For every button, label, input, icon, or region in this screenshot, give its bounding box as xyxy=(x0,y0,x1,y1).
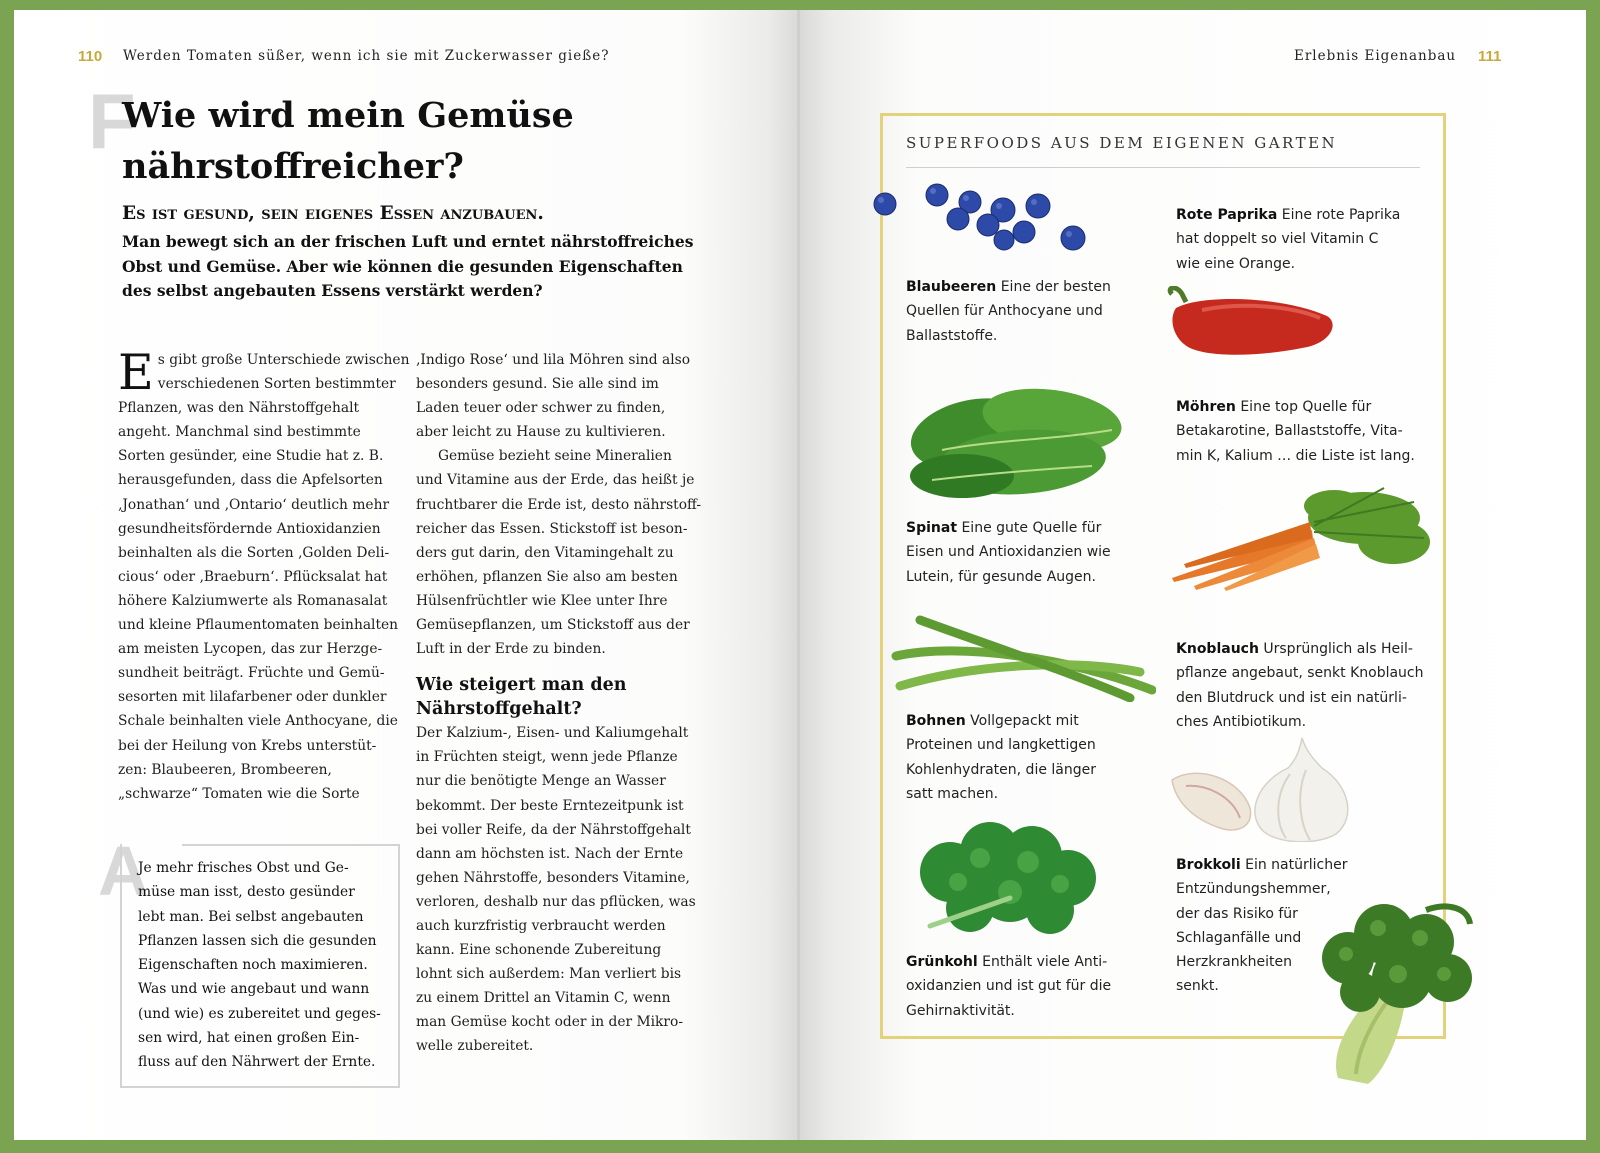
text-line: reicher das Essen. Stickstoff ist beson- xyxy=(416,520,688,537)
text-line: Gemüsepflanzen, um Stickstoff aus der xyxy=(416,617,690,634)
text-line: cious‘ oder ‚Braeburn‘. Pflücksalat hat xyxy=(118,568,388,585)
entry-first-line xyxy=(1176,395,1436,419)
entry-text: Eine gute Quelle für xyxy=(957,520,1102,536)
lead-small-caps: Es ist gesund, sein eigenes Essen anzubauen. xyxy=(122,203,544,224)
blueberries-icon xyxy=(866,180,1096,260)
entry-text: oxidanzien und ist gut für die xyxy=(906,978,1112,995)
spinach-icon xyxy=(902,380,1138,508)
lead-paragraph xyxy=(122,230,722,304)
entry-text: hat doppelt so viel Vitamin C xyxy=(1176,231,1379,248)
entry-text: Schlaganfälle und xyxy=(1176,929,1302,946)
text-line: besonders gesund. Sie alle sind im xyxy=(416,376,659,393)
entry-text: Eine der besten xyxy=(996,279,1111,295)
column-2-text-continued xyxy=(416,721,716,1058)
text-line: Je mehr frisches Obst und Ge- xyxy=(138,860,349,876)
text-line: dann am höchsten ist. Nach der Ernte xyxy=(416,845,684,862)
entry-first-line xyxy=(1176,203,1436,227)
entry-name: Blaubeeren xyxy=(906,279,997,295)
drop-cap: E xyxy=(118,344,154,401)
entry-name: Knoblauch xyxy=(1176,641,1259,657)
entry-knoblauch xyxy=(1176,637,1436,734)
text-line: zu einem Drittel an Vitamin C, wenn xyxy=(416,990,671,1007)
text-line: sesorten mit lilafarbener oder dunkler xyxy=(118,689,387,706)
text-line: auch kurzfristig verbraucht werden xyxy=(416,917,666,934)
entry-bohnen xyxy=(906,709,1146,806)
entry-text: wie eine Orange. xyxy=(1176,255,1296,272)
text-line: welle zubereitet. xyxy=(416,1038,534,1055)
entry-first-line xyxy=(906,516,1146,540)
entry-text: Quellen für Anthocyane und xyxy=(906,303,1103,320)
lead-line: des selbst angebauten Essens verstärkt werden? xyxy=(122,281,543,300)
lead-line: Man bewegt sich an der frischen Luft und erntet nährstoffreiches xyxy=(122,232,694,251)
text-line: Hülsenfrüchtler wie Klee unter Ihre xyxy=(416,592,668,609)
text-line: und Vitamine aus der Erde, das heißt je xyxy=(416,472,695,489)
text-line: Eigenschaften noch maximieren. xyxy=(138,957,368,974)
entry-name: Rote Paprika xyxy=(1176,207,1278,223)
entry-first-line xyxy=(906,275,1146,299)
entry-text: der das Risiko für xyxy=(1176,905,1298,922)
subheading-line: Wie steigert man den xyxy=(416,675,627,696)
page-title xyxy=(122,90,682,192)
entry-text: Eisen und Antioxidanzien wie xyxy=(906,544,1111,561)
text-line: in Früchten steigt, wenn jede Pflanze xyxy=(416,749,678,766)
text-line: und kleine Pflaumentomaten beinhalten xyxy=(118,617,399,634)
green-beans-icon xyxy=(890,612,1156,702)
text-line: Der Kalzium-, Eisen- und Kaliumgehalt xyxy=(416,725,689,742)
entry-name: Brokkoli xyxy=(1176,857,1241,873)
text-line: nur die benötigte Menge an Wasser xyxy=(416,773,666,790)
entry-text: Ballaststoffe. xyxy=(906,327,998,344)
text-line: ‚Indigo Rose‘ und lila Möhren sind also xyxy=(416,352,691,368)
body-column-1 xyxy=(118,344,418,806)
text-line: herausgefunden, dass die Apfelsorten xyxy=(118,472,383,489)
entry-name: Grünkohl xyxy=(906,954,978,970)
subheading xyxy=(416,673,716,721)
text-line: fruchtbarer die Erde ist, desto nährstoff- xyxy=(416,496,702,513)
text-line: angeht. Manchmal sind bestimmte xyxy=(118,424,361,441)
page-number-right: 111 xyxy=(1478,48,1502,65)
entry-first-line xyxy=(1176,637,1436,661)
entry-name: Möhren xyxy=(1176,399,1236,415)
entry-text: Gehirnaktivität. xyxy=(906,1002,1015,1019)
entry-name: Bohnen xyxy=(906,713,966,729)
entry-text: satt machen. xyxy=(906,785,999,802)
entry-text: Proteinen und langkettigen xyxy=(906,737,1096,754)
entry-moehren xyxy=(1176,395,1436,468)
text-line: müse man isst, desto gesünder xyxy=(138,884,355,901)
text-line: verschiedenen Sorten bestimmter xyxy=(157,376,396,393)
pull-quote-text xyxy=(138,856,388,1075)
text-line: höhere Kalziumwerte als Romanasalat xyxy=(118,592,388,609)
title-line: nährstoffreicher? xyxy=(122,146,464,187)
entry-spinat xyxy=(906,516,1146,589)
broccoli-icon xyxy=(1298,898,1474,1088)
entry-first-line xyxy=(1176,853,1376,877)
entry-text: Betakarotine, Ballaststoffe, Vita- xyxy=(1176,423,1403,440)
text-line: Luft in der Erde zu binden. xyxy=(416,641,606,658)
entry-text: Ursprünglich als Heil- xyxy=(1258,641,1413,657)
text-line: Pflanzen, was den Nährstoffgehalt xyxy=(118,400,360,417)
red-pepper-icon xyxy=(1162,286,1340,362)
text-line: aber leicht zu Hause zu kultivieren. xyxy=(416,424,666,441)
text-line: beinhalten als die Sorten ‚Golden Deli- xyxy=(118,544,390,561)
entry-text: den Blutdruck und ist ein natürli- xyxy=(1176,689,1407,706)
title-initial-letter: F xyxy=(88,77,136,165)
entry-blaubeeren xyxy=(906,275,1146,348)
text-line: am meisten Lycopen, das zur Herzge- xyxy=(118,641,383,658)
text-line: s gibt große Unterschiede zwischen xyxy=(157,352,410,368)
quote-initial-letter: A xyxy=(98,832,149,910)
entry-rote-paprika xyxy=(1176,203,1436,276)
left-page xyxy=(14,10,800,1140)
entry-first-line xyxy=(906,709,1146,733)
garlic-icon xyxy=(1166,734,1362,842)
entry-text: Entzündungshemmer, xyxy=(1176,881,1331,898)
pull-quote-top-border xyxy=(182,844,398,846)
text-line: Was und wie angebaut und wann xyxy=(138,981,370,998)
text-line: „schwarze“ Tomaten wie die Sorte xyxy=(118,785,360,802)
entry-text: pflanze angebaut, senkt Knoblauch xyxy=(1176,665,1424,682)
text-line: erhöhen, pflanzen Sie also am besten xyxy=(416,568,678,585)
box-title: SUPERFOODS AUS DEM EIGENEN GARTEN xyxy=(906,134,1338,152)
entry-text: senkt. xyxy=(1176,978,1219,995)
lead-line: Obst und Gemüse. Aber wie können die gesunden Eigenschaften xyxy=(122,256,683,276)
entry-first-line xyxy=(906,950,1146,974)
text-line: bei der Heilung von Krebs unterstüt- xyxy=(118,737,377,754)
column-2-text xyxy=(416,348,716,661)
text-line: sundheit beiträgt. Früchte und Gemü- xyxy=(118,665,385,682)
text-line: ‚Jonathan‘ und ‚Ontario‘ deutlich mehr xyxy=(118,496,390,513)
entry-name: Spinat xyxy=(906,520,958,536)
entry-text: Lutein, für gesunde Augen. xyxy=(906,568,1096,585)
page-number-left: 110 xyxy=(78,48,103,65)
text-line: fluss auf den Nährwert der Ernte. xyxy=(138,1054,376,1071)
entry-gruenkohl xyxy=(906,950,1146,1023)
running-head-right: Erlebnis Eigenanbau xyxy=(1294,48,1457,64)
text-line: Sorten gesünder, eine Studie hat z. B. xyxy=(118,448,384,465)
text-line: gehen Nährstoffe, besonders Vitamine, xyxy=(416,869,690,886)
title-line: Wie wird mein Gemüse xyxy=(122,95,574,136)
entry-text: Eine rote Paprika xyxy=(1277,207,1401,223)
kale-icon xyxy=(910,822,1106,942)
body-column-2 xyxy=(416,348,716,1059)
entry-text: Kohlenhydraten, die länger xyxy=(906,761,1096,778)
carrots-icon xyxy=(1164,482,1434,592)
text-line: bekommt. Der beste Erntezeitpunk ist xyxy=(416,797,684,814)
text-line: verloren, deshalb nur das pflücken, was xyxy=(416,893,696,910)
entry-text: ches Antibiotikum. xyxy=(1176,713,1307,730)
text-line: zen: Blaubeeren, Brombeeren, xyxy=(118,761,332,778)
text-line: (und wie) es zubereitet und geges- xyxy=(138,1005,381,1022)
text-line: kann. Eine schonende Zubereitung xyxy=(416,942,662,959)
text-line: sen wird, hat einen großen Ein- xyxy=(138,1030,360,1047)
entry-text: Vollgepackt mit xyxy=(965,713,1079,729)
running-head-left: Werden Tomaten süßer, wenn ich sie mit Zuckerwasser gieße? xyxy=(123,48,610,64)
subheading-line: Nährstoffgehalt? xyxy=(416,699,582,720)
box-title-rule xyxy=(906,167,1420,168)
text-line: man Gemüse kocht oder in der Mikro- xyxy=(416,1014,683,1031)
text-line: lohnt sich außerdem: Man verliert bis xyxy=(416,966,682,983)
entry-text: min K, Kalium … die Liste ist lang. xyxy=(1176,447,1415,464)
text-line: Gemüse bezieht seine Mineralien xyxy=(438,448,672,465)
text-line: Schale beinhalten viele Anthocyane, die xyxy=(118,713,398,730)
entry-text: Herzkrankheiten xyxy=(1176,954,1293,971)
entry-text: Enthält viele Anti- xyxy=(977,954,1108,970)
text-line: Laden teuer oder schwer zu finden, xyxy=(416,400,666,417)
text-line: gesundheitsfördernde Antioxidanzien xyxy=(118,520,381,537)
column-1-text xyxy=(118,344,418,806)
text-line: Pflanzen lassen sich die gesunden xyxy=(138,932,377,949)
text-line: bei voller Reife, da der Nährstoffgehalt xyxy=(416,821,691,838)
entry-text: Ein natürlicher xyxy=(1240,857,1348,873)
text-line: lebt man. Bei selbst angebauten xyxy=(138,908,364,925)
text-line: ders gut darin, den Vitamingehalt zu xyxy=(416,544,674,561)
entry-text: Eine top Quelle für xyxy=(1235,399,1372,415)
